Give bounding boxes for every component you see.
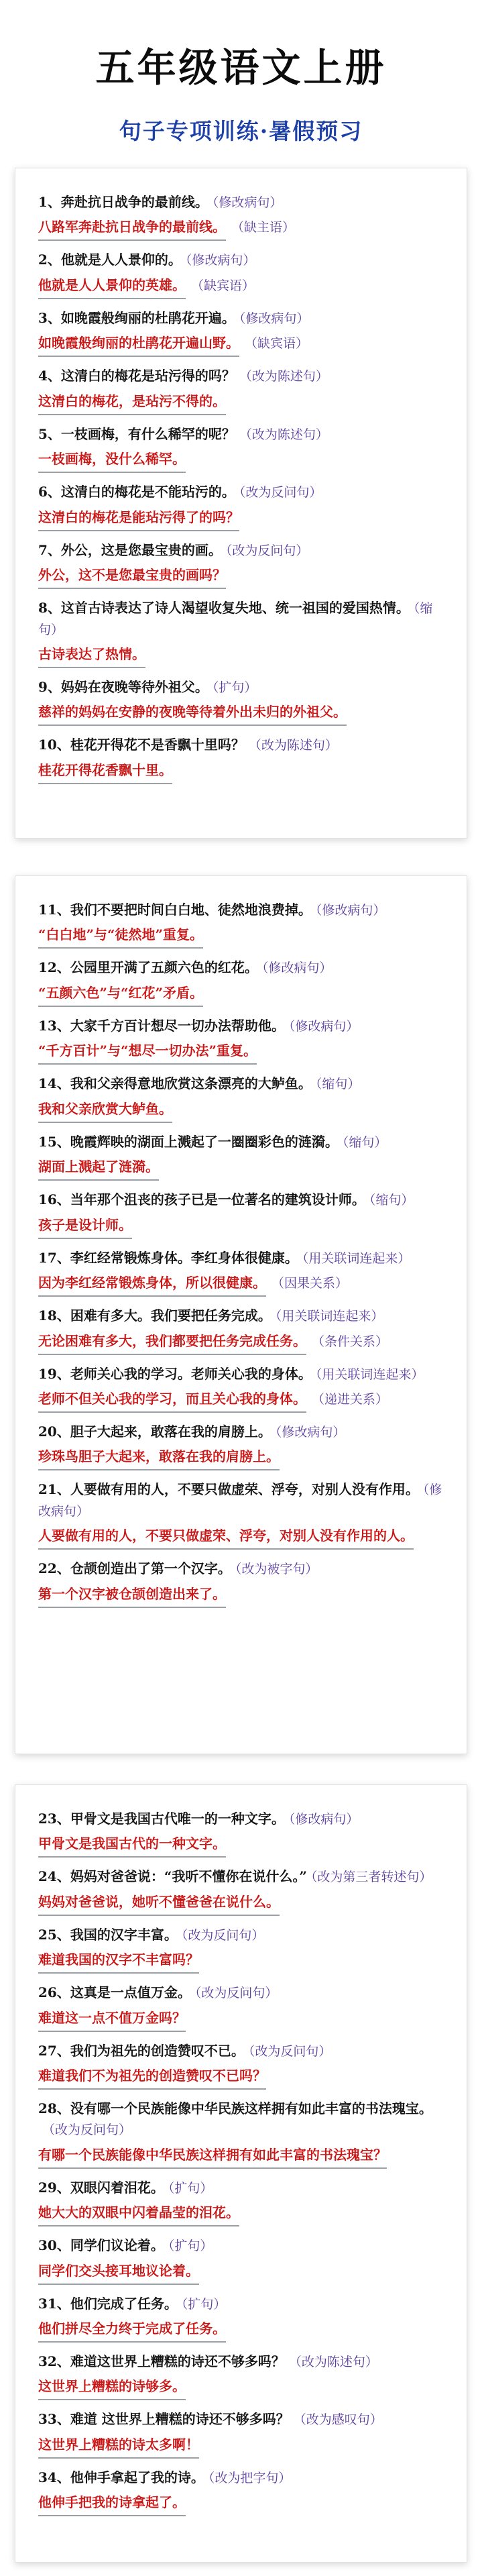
exercise-item [38,1073,444,1122]
exercise-item [38,482,444,531]
exercise-card-3 [15,1784,467,2563]
exercise-item [38,1925,444,1974]
exercise-question [38,1558,444,1579]
answer-text: 桂花开得花香飘十里。 [38,761,172,778]
answer-note: （缺主语） [231,220,296,235]
exercise-item [38,1305,444,1354]
exercise-question [38,424,444,445]
question-text: 33、难道 这世界上糟糕的诗还不够多吗？ [38,2411,290,2428]
question-text: 8、这首古诗表达了诗人渴望收复失地、统一祖国的爱国热情。 [38,600,410,616]
question-text: 6、这清白的梅花是不能玷污的。 [38,484,235,500]
exercise-item [38,598,444,668]
answer-text: 第一个汉字被仓颉创造出来了。 [38,1585,226,1602]
question-instruction: （修改病句） [288,1812,359,1827]
answer-text: 我和父亲欣赏大鲈鱼。 [38,1100,172,1117]
question-text: 22、仓颉创造出了第一个汉字。 [38,1560,231,1577]
exercise-item [38,1016,444,1065]
answer-text: 湖面上溅起了涟漪。 [38,1159,159,1175]
answer-text: 如晚霞般绚丽的杜鹃花开遍山野。 [38,335,239,352]
answer-text: 一枝画梅，没什么稀罕。 [38,451,186,468]
exercise-item [38,1421,444,1470]
exercise-question [38,1982,444,2003]
answer-text: 妈妈对爸爸说，她听不懂爸爸在说什么。 [38,1893,280,1910]
page-subtitle: 句子专项训练·暑假预习 [119,117,363,144]
exercise-question [38,1189,444,1210]
exercise-item [38,1809,444,1858]
exercise-item [38,192,444,241]
question-instruction: （改为陈述句） [248,738,338,753]
exercise-card-1 [15,168,467,839]
question-instruction: （改为反问句） [248,2043,332,2059]
exercise-item [38,250,444,299]
answer-note: （缺宾语） [191,278,255,293]
answer-line [38,1331,306,1355]
answer-text: 人要做有用的人，不要只做虚荣、浮夸，对别人没有作用的人。 [38,1527,414,1544]
answer-text: “千方百计”与“想尽一切办法”重复。 [38,1042,257,1059]
question-text: 5、一枝画梅，有什么稀罕的呢？ [38,425,235,442]
answer-line [38,983,203,1007]
exercise-question [38,2041,444,2061]
exercise-item [38,2235,444,2284]
exercise-question [38,2467,444,2488]
exercise-question [38,1364,444,1385]
question-text: 13、大家千方百计想尽一切办法帮助他。 [38,1017,285,1034]
answer-line [38,2008,186,2032]
question-text: 26、这真是一点值万金。 [38,1984,191,2001]
exercise-question [38,677,444,698]
question-text: 24、妈妈对爸爸说：“我听不懂你在说什么。” [38,1868,307,1885]
answer-text: 同学们交头接耳地议论着。 [38,2262,199,2279]
exercise-item [38,1132,444,1181]
question-instruction: （修改病句） [275,1424,346,1440]
answer-line [38,2376,186,2400]
question-instruction: （修改病句） [261,961,333,976]
exercise-item [38,677,444,726]
answer-text: “五颜六色”与“红花”矛盾。 [38,984,204,1001]
question-instruction: （缩句） [38,601,433,637]
answer-line [38,1833,226,1858]
answer-note: （递进关系） [312,1391,389,1407]
question-text: 3、如晚霞般绚丽的杜鹃花开遍。 [38,309,235,326]
answer-line [38,1892,280,1916]
answer-text: 外公，这不是您最宝贵的画吗？ [38,567,226,584]
exercise-card-2 [15,875,467,1754]
question-instruction: （改为第三者转述句） [310,1870,432,1885]
answer-text: 难道我们不为祖先的创造赞叹不已吗？ [38,2068,266,2084]
question-instruction: （扩句） [212,680,257,695]
question-text: 29、双眼闪着泪花。 [38,2179,164,2196]
exercise-item [38,2409,444,2458]
question-instruction: （修改病句） [212,195,283,210]
question-instruction: （扩句） [168,2180,213,2196]
question-text: 28、没有哪一个民族能像中华民族这样拥有如此丰富的书法瑰宝。 [38,2100,432,2117]
exercise-item [38,1982,444,2031]
answer-note: （因果关系） [272,1276,349,1291]
question-text: 12、公园里开满了五颜六色的红花。 [38,959,258,976]
exercise-item [38,2467,444,2516]
answer-line [38,1215,132,1239]
exercise-question [38,1479,444,1521]
question-instruction: （修改病句） [288,1018,359,1034]
answer-text: 慈祥的妈妈在安静的夜晚等待着外出未归的外祖父。 [38,704,347,720]
answer-line [38,1525,414,1550]
exercise-item [38,2041,444,2090]
question-instruction: （改为感叹句） [293,2412,383,2428]
exercise-question [38,598,444,640]
exercise-question [38,308,444,329]
question-instruction: （缩句） [342,1134,387,1150]
answer-line [38,1389,306,1413]
answer-line [38,2434,199,2459]
answer-text: 这世界上糟糕的诗够多。 [38,2378,186,2395]
question-instruction: （改为反问句） [194,1986,278,2001]
exercise-item [38,1866,444,1915]
answer-line [38,2145,387,2169]
answer-line [38,2065,266,2090]
question-instruction: （改为陈述句） [288,2354,378,2369]
answer-text: 无论困难有多大，我们都要把任务完成任务。 [38,1332,306,1349]
answer-line [38,2492,186,2516]
exercise-item [38,308,444,357]
question-text: 11、我们不要把时间白白地、徒然地浪费掉。 [38,902,312,918]
exercise-question [38,250,444,270]
question-instruction: （改为陈述句） [239,369,328,384]
answer-text: 难道这一点不值万金吗？ [38,2009,186,2026]
exercise-question [38,2351,444,2372]
answer-line [38,702,347,726]
answer-line [38,924,203,949]
question-instruction: （缩句） [315,1077,361,1092]
exercise-item [38,424,444,473]
answer-text: 这世界上糟糕的诗太多啊！ [38,2436,199,2453]
question-text: 20、胆子大起来，敢落在我的肩膀上。 [38,1423,272,1440]
answer-text: 难道我国的汉字不丰富吗？ [38,1951,199,1968]
answer-text: 有哪一个民族能像中华民族这样拥有如此丰富的书法瑰宝？ [38,2146,387,2163]
answer-text: 老师不但关心我的学习，而且关心我的身体。 [38,1390,306,1407]
question-text: 4、这清白的梅花是玷污得的吗？ [38,368,235,384]
answer-note: （条件关系） [312,1334,389,1349]
exercise-question [38,2235,444,2256]
question-text: 14、我和父亲得意地欣赏这条漂亮的大鲈鱼。 [38,1075,312,1092]
question-instruction: （改为反问句） [225,543,309,558]
exercise-question [38,1925,444,1945]
answer-text: 他就是人人景仰的英雄。 [38,276,186,293]
question-text: 27、我们为祖先的创造赞叹不已。 [38,2042,245,2059]
question-instruction: （改为反问句） [42,2123,132,2138]
question-instruction: （修改病句） [239,311,310,326]
question-text: 23、甲骨文是我国古代唯一的一种文字。 [38,1811,285,1827]
answer-line [38,1949,199,1974]
question-instruction: （扩句） [168,2239,213,2254]
answer-text: 这清白的梅花，是玷污不得的。 [38,392,226,409]
answer-text: 古诗表达了热情。 [38,645,145,662]
question-text: 15、晚霞辉映的湖面上溅起了一圈圈彩色的涟漪。 [38,1133,339,1150]
question-text: 17、李红经常锻炼身体。李红身体很健康。 [38,1249,298,1266]
answer-text: 这清白的梅花是能玷污得了的吗？ [38,508,239,525]
answer-line [38,760,172,784]
exercise-question [38,2294,444,2314]
question-instruction: （缩句） [369,1193,414,1208]
exercise-item [38,2294,444,2343]
question-text: 1、奔赴抗日战争的最前线。 [38,194,208,210]
answer-line [38,1273,266,1297]
answer-note: （缺宾语） [245,336,309,352]
answer-text: 八路军奔赴抗日战争的最前线。 [38,219,226,235]
exercise-question [38,2178,444,2198]
exercise-question [38,1305,444,1326]
answer-line [38,1040,257,1065]
question-instruction: （修改病句） [38,1483,442,1519]
exercise-question [38,192,444,213]
question-text: 9、妈妈在夜晚等待外祖父。 [38,678,208,695]
exercise-item [38,900,444,949]
question-text: 32、难道这世界上糟糕的诗还不够多吗？ [38,2353,285,2369]
answer-text: 他们拼尽全力终于完成了任务。 [38,2320,226,2337]
exercise-item [38,1189,444,1238]
answer-line [38,1584,226,1608]
exercise-item [38,1248,444,1297]
answer-line [38,2261,199,2285]
exercise-question [38,1073,444,1094]
exercise-item [38,1479,444,1550]
question-instruction: （改为反问句） [239,485,322,500]
exercise-question [38,735,444,755]
answer-text: 孩子是设计师。 [38,1216,132,1233]
answer-text: 珍珠鸟胆子大起来，敢落在我的肩膀上。 [38,1448,280,1465]
exercise-item [38,540,444,589]
question-instruction: （改为把字句） [208,2470,292,2485]
answer-line [38,333,239,357]
exercise-question [38,1421,444,1442]
exercise-question [38,540,444,561]
answer-line [38,507,239,531]
exercise-question [38,900,444,920]
exercise-question [38,957,444,978]
exercise-question [38,1248,444,1269]
answer-text: 他伸手把我的诗拿起了。 [38,2494,186,2511]
question-instruction: （扩句） [181,2296,227,2312]
question-text: 16、当年那个沮丧的孩子已是一位著名的建筑设计师。 [38,1191,365,1208]
question-instruction: （用关联词连起来） [302,1250,411,1266]
question-instruction: （用关联词连起来） [315,1366,424,1382]
page-title: 五年级语文上册 [95,45,387,91]
answer-text: 甲骨文是我国古代的一种文字。 [38,1835,226,1852]
exercise-question [38,366,444,386]
answer-line [38,217,226,241]
exercise-item [38,366,444,415]
exercise-item [38,1558,444,1607]
answer-line [38,2318,226,2343]
question-text: 19、老师关心我的学习。老师关心我的身体。 [38,1365,312,1382]
question-text: 18、困难有多大。我们要把任务完成。 [38,1307,272,1324]
answer-line [38,644,145,668]
answer-line [38,391,226,415]
question-text: 25、我国的汉字丰富。 [38,1926,178,1943]
exercise-question [38,1866,444,1887]
header [0,0,482,161]
exercise-question [38,1132,444,1152]
exercise-item [38,735,444,784]
exercise-item [38,2098,444,2168]
answer-line [38,2202,239,2226]
question-instruction: （用关联词连起来） [275,1309,384,1324]
exercise-question [38,482,444,502]
question-text: 7、外公，这是您最宝贵的画。 [38,541,222,558]
exercise-question [38,1016,444,1036]
answer-text: 因为李红经常锻炼身体，所以很健康。 [38,1275,266,1291]
question-text: 30、同学们议论着。 [38,2237,164,2254]
answer-text: “白白地”与“徒然地”重复。 [38,926,204,943]
question-text: 34、他伸手拿起了我的诗。 [38,2469,204,2485]
exercise-item [38,957,444,1006]
exercise-item [38,2351,444,2400]
answer-text: 她大大的双眼中闪着晶莹的泪花。 [38,2204,239,2221]
question-instruction: （修改病句） [315,903,386,918]
answer-line [38,1157,159,1181]
exercise-question [38,2409,444,2430]
answer-line [38,449,186,473]
answer-line [38,1446,280,1470]
question-text: 31、他们完成了任务。 [38,2295,178,2312]
question-text: 21、人要做有用的人，不要只做虚荣、浮夸，对别人没有作用。 [38,1481,419,1498]
answer-line [38,565,226,589]
question-instruction: （改为反问句） [181,1927,265,1943]
answer-line [38,1099,172,1123]
exercise-item [38,2178,444,2226]
exercise-question [38,1809,444,1829]
question-instruction: （修改病句） [185,253,256,268]
question-text: 2、他就是人人景仰的。 [38,252,182,268]
question-instruction: （改为被字句） [235,1562,318,1577]
answer-line [38,275,186,299]
exercise-item [38,1364,444,1413]
exercise-question [38,2098,444,2140]
question-instruction: （改为陈述句） [239,427,328,442]
question-text: 10、桂花开得花不是香飘十里吗？ [38,737,245,753]
